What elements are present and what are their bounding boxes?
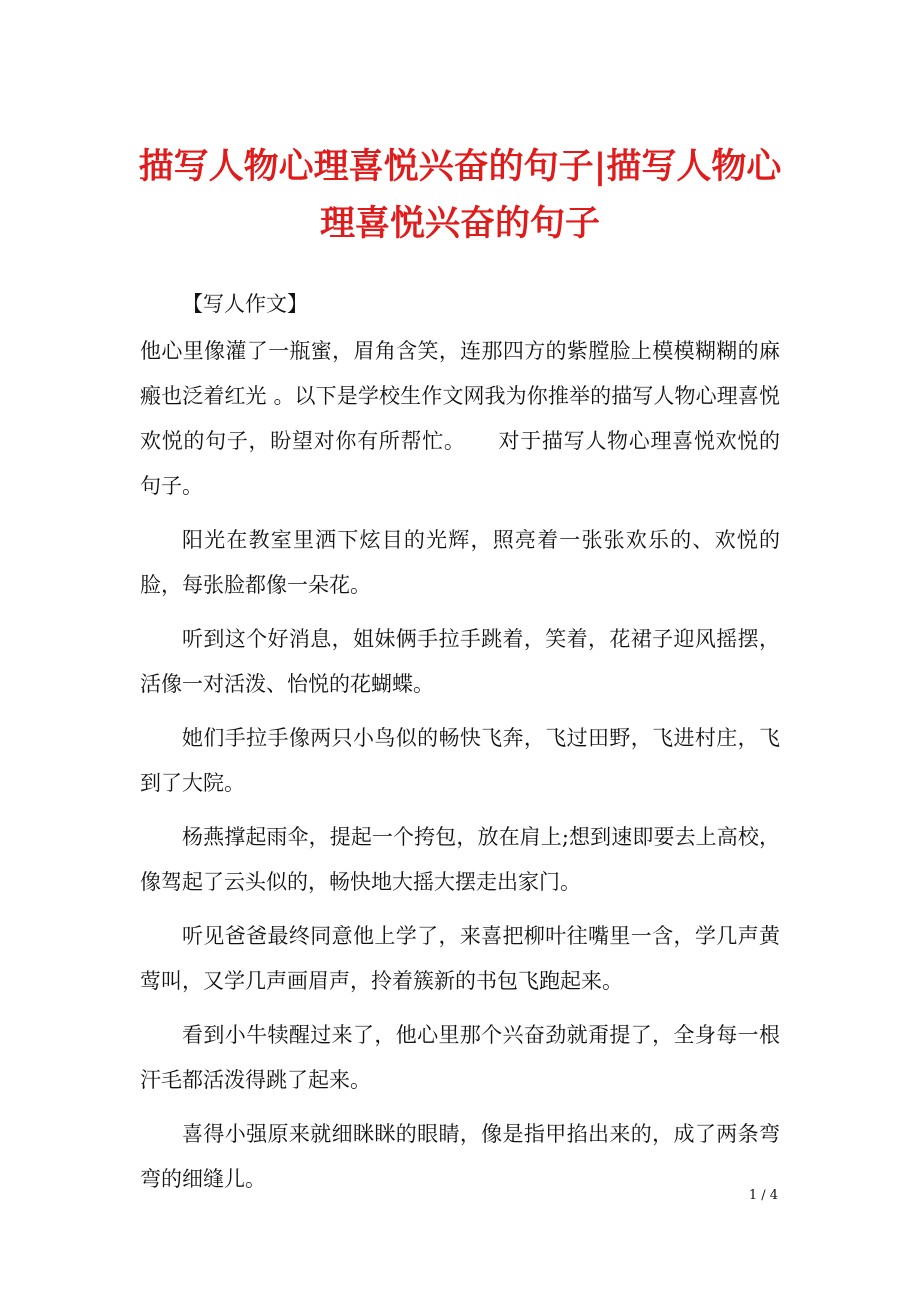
intro-paragraph: 他心里像灌了一瓶蜜，眉角含笑，连那四方的紫膛脸上模模糊糊的麻瘢也泛着红光 。以下是学校生作文网我为你推举的描写人物心理喜悦欢悦的句子，盼望对你有所帮忙。 对于描写人物心理喜悦欢悦的句子。 bbox=[140, 339, 780, 498]
paragraph: 看到小牛犊醒过来了，他心里那个兴奋劲就甭提了，全身每一根汗毛都活泼得跳了起来。 bbox=[140, 1023, 780, 1092]
section-tag: 【写人作文】 bbox=[182, 292, 308, 316]
paragraph: 阳光在教室里洒下炫目的光辉，照亮着一张张欢乐的、欢悦的脸，每张脸都像一朵花。 bbox=[140, 528, 780, 597]
page-indicator: 1 / 4 bbox=[748, 1188, 778, 1203]
title-line-2: 理喜悦兴奋的句子 bbox=[319, 203, 600, 244]
paragraph: 听见爸爸最终同意他上学了，来喜把柳叶往嘴里一含，学几声黄莺叫，又学几声画眉声，拎着簇新的书包飞跑起来。 bbox=[140, 924, 780, 993]
paragraph: 喜得小强原来就细眯眯的眼睛，像是指甲掐出来的，成了两条弯弯的细缝儿。 bbox=[140, 1122, 780, 1191]
document-body bbox=[140, 282, 780, 1211]
document-title bbox=[120, 138, 800, 252]
paragraph: 杨燕撑起雨伞，提起一个挎包，放在肩上;想到速即要去上高校，像驾起了云头似的，畅快地大摇大摆走出家门。 bbox=[140, 825, 780, 894]
title-line-1: 描写人物心理喜悦兴奋的句子|描写人物心 bbox=[138, 146, 782, 187]
paragraph: 听到这个好消息，姐妹俩手拉手跳着，笑着，花裙子迎风摇摆，活像一对活泼、怡悦的花蝴蝶。 bbox=[140, 627, 780, 696]
paragraph: 她们手拉手像两只小鸟似的畅快飞奔，飞过田野，飞进村庄，飞到了大院。 bbox=[140, 726, 780, 795]
